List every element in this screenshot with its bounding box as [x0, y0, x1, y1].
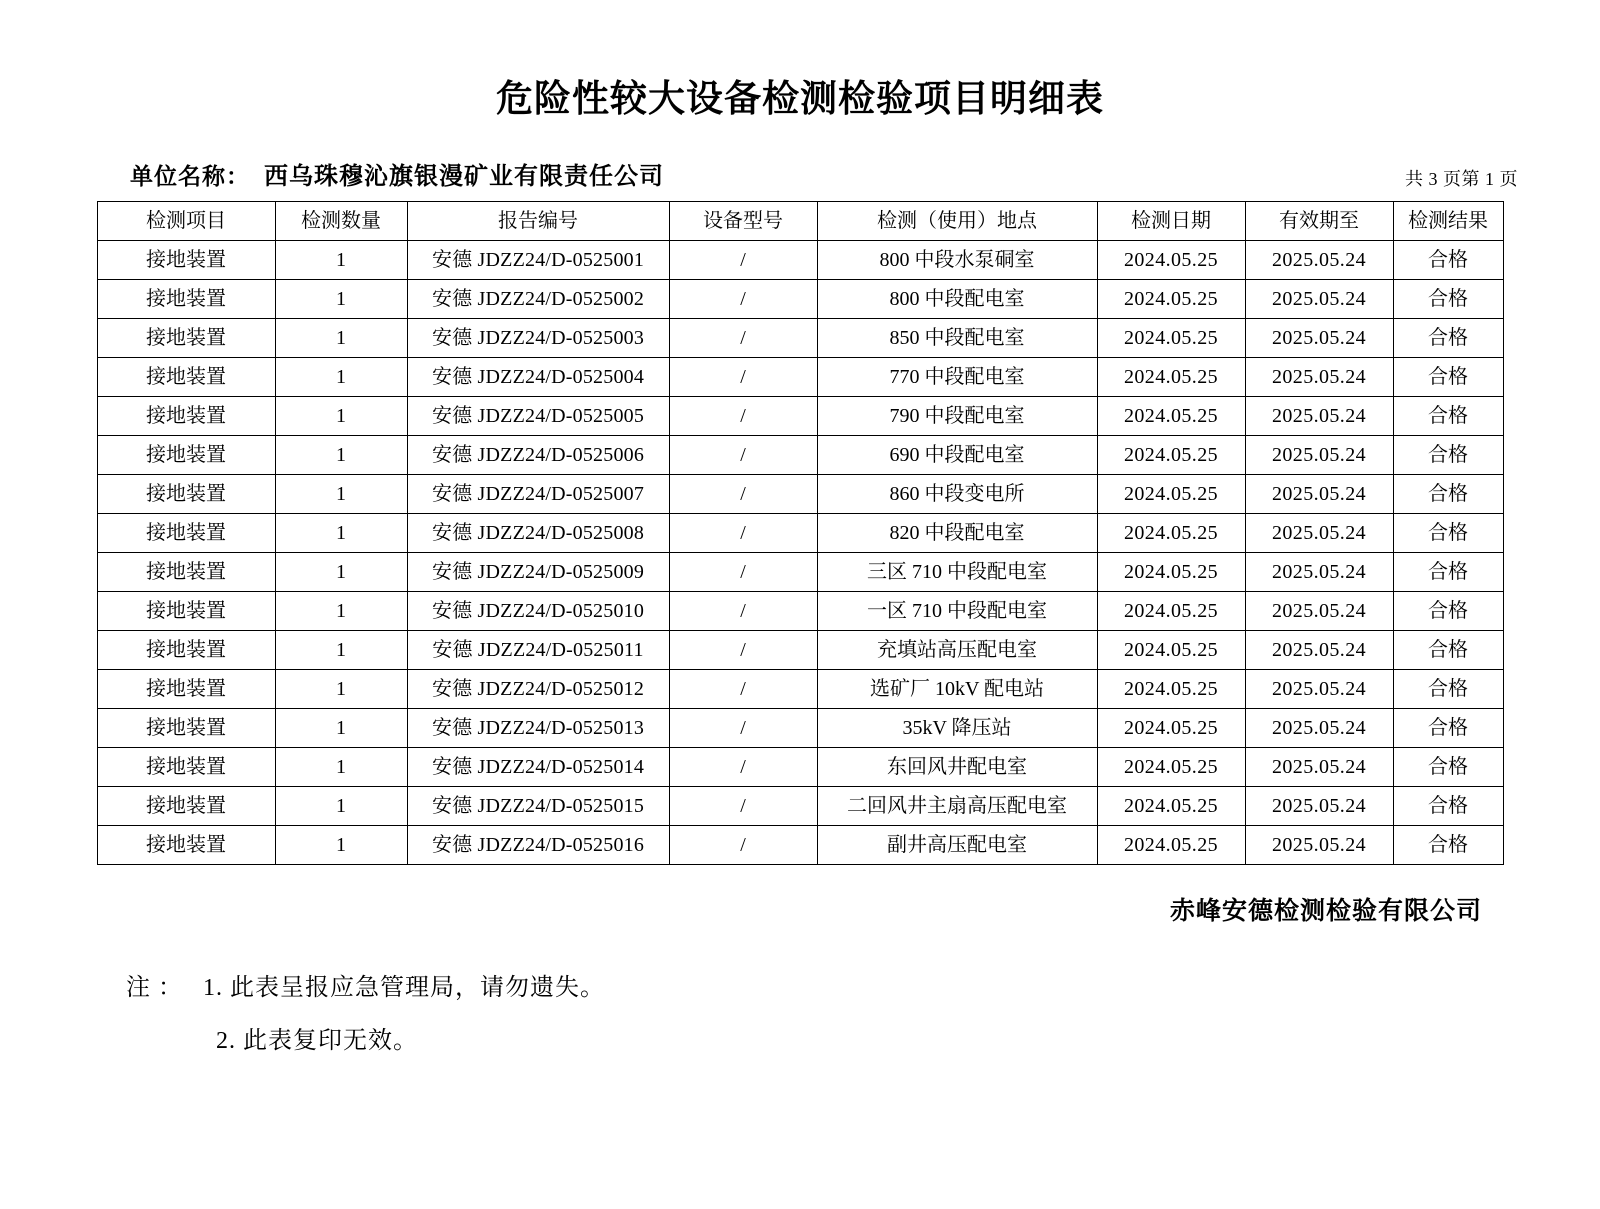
cell-report-no: 安德 JDZZ24/D-0525001	[407, 241, 669, 280]
column-header-location: 检测（使用）地点	[817, 202, 1097, 241]
column-header-test-date: 检测日期	[1097, 202, 1245, 241]
cell-location: 690 中段配电室	[817, 436, 1097, 475]
cell-quantity: 1	[275, 787, 407, 826]
cell-item: 接地装置	[97, 826, 275, 865]
cell-item: 接地装置	[97, 475, 275, 514]
table-row	[97, 436, 1503, 475]
cell-model: /	[669, 709, 817, 748]
cell-model: /	[669, 319, 817, 358]
cell-item: 接地装置	[97, 748, 275, 787]
cell-location: 一区 710 中段配电室	[817, 592, 1097, 631]
cell-test-date: 2024.05.25	[1097, 787, 1245, 826]
cell-valid-until: 2025.05.24	[1245, 514, 1393, 553]
company-signature: 赤峰安德检测检验有限公司	[1169, 898, 1482, 926]
cell-valid-until: 2025.05.24	[1245, 748, 1393, 787]
table-row	[97, 319, 1503, 358]
cell-item: 接地装置	[97, 514, 275, 553]
cell-result: 合格	[1393, 358, 1503, 397]
cell-location: 800 中段配电室	[817, 280, 1097, 319]
table-row	[97, 631, 1503, 670]
cell-item: 接地装置	[97, 319, 275, 358]
cell-item: 接地装置	[97, 280, 275, 319]
cell-test-date: 2024.05.25	[1097, 397, 1245, 436]
cell-item: 接地装置	[97, 787, 275, 826]
column-header-model: 设备型号	[669, 202, 817, 241]
cell-valid-until: 2025.05.24	[1245, 592, 1393, 631]
cell-quantity: 1	[275, 436, 407, 475]
cell-valid-until: 2025.05.24	[1245, 358, 1393, 397]
cell-result: 合格	[1393, 475, 1503, 514]
cell-report-no: 安德 JDZZ24/D-0525005	[407, 397, 669, 436]
cell-model: /	[669, 631, 817, 670]
cell-valid-until: 2025.05.24	[1245, 475, 1393, 514]
cell-report-no: 安德 JDZZ24/D-0525012	[407, 670, 669, 709]
unit-name-block	[130, 156, 664, 191]
cell-test-date: 2024.05.25	[1097, 241, 1245, 280]
cell-test-date: 2024.05.25	[1097, 709, 1245, 748]
cell-test-date: 2024.05.25	[1097, 748, 1245, 787]
page-title: 危险性较大设备检测检验项目明细表	[496, 79, 1104, 120]
document-page	[0, 78, 1600, 1209]
cell-model: /	[669, 787, 817, 826]
cell-model: /	[669, 358, 817, 397]
cell-quantity: 1	[275, 514, 407, 553]
cell-result: 合格	[1393, 553, 1503, 592]
cell-quantity: 1	[275, 553, 407, 592]
cell-model: /	[669, 280, 817, 319]
cell-quantity: 1	[275, 826, 407, 865]
notes-section	[72, 967, 1528, 1055]
table-row	[97, 475, 1503, 514]
cell-report-no: 安德 JDZZ24/D-0525003	[407, 319, 669, 358]
cell-result: 合格	[1393, 436, 1503, 475]
cell-valid-until: 2025.05.24	[1245, 670, 1393, 709]
note-line-1	[126, 967, 1528, 1002]
cell-model: /	[669, 514, 817, 553]
column-header-item: 检测项目	[97, 202, 275, 241]
cell-quantity: 1	[275, 670, 407, 709]
table-row	[97, 553, 1503, 592]
cell-result: 合格	[1393, 748, 1503, 787]
cell-valid-until: 2025.05.24	[1245, 397, 1393, 436]
cell-valid-until: 2025.05.24	[1245, 826, 1393, 865]
cell-valid-until: 2025.05.24	[1245, 787, 1393, 826]
cell-location: 860 中段变电所	[817, 475, 1097, 514]
cell-result: 合格	[1393, 631, 1503, 670]
table-row	[97, 280, 1503, 319]
column-header-quantity: 检测数量	[275, 202, 407, 241]
column-header-report-no: 报告编号	[407, 202, 669, 241]
column-header-valid-until: 有效期至	[1245, 202, 1393, 241]
cell-test-date: 2024.05.25	[1097, 514, 1245, 553]
table-row	[97, 241, 1503, 280]
document-meta-row	[72, 156, 1528, 191]
table-row	[97, 397, 1503, 436]
cell-report-no: 安德 JDZZ24/D-0525015	[407, 787, 669, 826]
cell-test-date: 2024.05.25	[1097, 670, 1245, 709]
cell-model: /	[669, 397, 817, 436]
cell-report-no: 安德 JDZZ24/D-0525007	[407, 475, 669, 514]
cell-test-date: 2024.05.25	[1097, 826, 1245, 865]
note-text-1: 1. 此表呈报应急管理局，请勿遗失。	[203, 975, 605, 1002]
note-text-2: 2. 此表复印无效。	[216, 1028, 418, 1055]
cell-valid-until: 2025.05.24	[1245, 553, 1393, 592]
cell-result: 合格	[1393, 319, 1503, 358]
cell-location: 选矿厂 10kV 配电站	[817, 670, 1097, 709]
table-row	[97, 826, 1503, 865]
cell-location: 800 中段水泵硐室	[817, 241, 1097, 280]
cell-location: 850 中段配电室	[817, 319, 1097, 358]
unit-name-label: 单位名称：	[130, 164, 250, 190]
table-row	[97, 514, 1503, 553]
cell-result: 合格	[1393, 592, 1503, 631]
cell-quantity: 1	[275, 319, 407, 358]
cell-item: 接地装置	[97, 553, 275, 592]
cell-item: 接地装置	[97, 709, 275, 748]
cell-result: 合格	[1393, 241, 1503, 280]
cell-report-no: 安德 JDZZ24/D-0525002	[407, 280, 669, 319]
cell-model: /	[669, 826, 817, 865]
cell-quantity: 1	[275, 280, 407, 319]
cell-test-date: 2024.05.25	[1097, 631, 1245, 670]
cell-test-date: 2024.05.25	[1097, 475, 1245, 514]
cell-quantity: 1	[275, 358, 407, 397]
cell-valid-until: 2025.05.24	[1245, 709, 1393, 748]
cell-location: 二回风井主扇高压配电室	[817, 787, 1097, 826]
cell-location: 820 中段配电室	[817, 514, 1097, 553]
cell-quantity: 1	[275, 631, 407, 670]
cell-item: 接地装置	[97, 436, 275, 475]
cell-report-no: 安德 JDZZ24/D-0525008	[407, 514, 669, 553]
cell-item: 接地装置	[97, 631, 275, 670]
cell-test-date: 2024.05.25	[1097, 280, 1245, 319]
cell-valid-until: 2025.05.24	[1245, 241, 1393, 280]
cell-item: 接地装置	[97, 670, 275, 709]
cell-location: 35kV 降压站	[817, 709, 1097, 748]
column-header-result: 检测结果	[1393, 202, 1503, 241]
cell-location: 副井高压配电室	[817, 826, 1097, 865]
cell-result: 合格	[1393, 670, 1503, 709]
cell-quantity: 1	[275, 748, 407, 787]
cell-result: 合格	[1393, 397, 1503, 436]
cell-model: /	[669, 553, 817, 592]
table-row	[97, 709, 1503, 748]
cell-location: 770 中段配电室	[817, 358, 1097, 397]
table-header-row	[97, 202, 1503, 241]
cell-quantity: 1	[275, 241, 407, 280]
table-row	[97, 787, 1503, 826]
cell-report-no: 安德 JDZZ24/D-0525011	[407, 631, 669, 670]
cell-model: /	[669, 241, 817, 280]
cell-test-date: 2024.05.25	[1097, 358, 1245, 397]
cell-item: 接地装置	[97, 397, 275, 436]
cell-model: /	[669, 670, 817, 709]
cell-quantity: 1	[275, 709, 407, 748]
cell-model: /	[669, 436, 817, 475]
cell-test-date: 2024.05.25	[1097, 592, 1245, 631]
cell-result: 合格	[1393, 280, 1503, 319]
cell-result: 合格	[1393, 709, 1503, 748]
cell-test-date: 2024.05.25	[1097, 553, 1245, 592]
unit-name-value: 西乌珠穆沁旗银漫矿业有限责任公司	[264, 164, 664, 191]
cell-model: /	[669, 748, 817, 787]
cell-report-no: 安德 JDZZ24/D-0525004	[407, 358, 669, 397]
cell-quantity: 1	[275, 397, 407, 436]
table-row	[97, 670, 1503, 709]
cell-item: 接地装置	[97, 358, 275, 397]
cell-test-date: 2024.05.25	[1097, 436, 1245, 475]
cell-valid-until: 2025.05.24	[1245, 631, 1393, 670]
cell-test-date: 2024.05.25	[1097, 319, 1245, 358]
table-row	[97, 358, 1503, 397]
cell-valid-until: 2025.05.24	[1245, 280, 1393, 319]
cell-location: 三区 710 中段配电室	[817, 553, 1097, 592]
cell-report-no: 安德 JDZZ24/D-0525010	[407, 592, 669, 631]
cell-result: 合格	[1393, 514, 1503, 553]
cell-location: 东回风井配电室	[817, 748, 1097, 787]
notes-label: 注 ：	[126, 975, 183, 1002]
cell-item: 接地装置	[97, 592, 275, 631]
cell-item: 接地装置	[97, 241, 275, 280]
cell-location: 790 中段配电室	[817, 397, 1097, 436]
cell-report-no: 安德 JDZZ24/D-0525016	[407, 826, 669, 865]
cell-report-no: 安德 JDZZ24/D-0525006	[407, 436, 669, 475]
cell-location: 充填站高压配电室	[817, 631, 1097, 670]
cell-quantity: 1	[275, 592, 407, 631]
cell-result: 合格	[1393, 787, 1503, 826]
inspection-table	[97, 201, 1504, 865]
table-row	[97, 592, 1503, 631]
cell-model: /	[669, 592, 817, 631]
cell-valid-until: 2025.05.24	[1245, 436, 1393, 475]
page-indicator: 共 3 页第 1 页	[1405, 169, 1518, 190]
table-row	[97, 748, 1503, 787]
cell-report-no: 安德 JDZZ24/D-0525013	[407, 709, 669, 748]
cell-report-no: 安德 JDZZ24/D-0525009	[407, 553, 669, 592]
cell-valid-until: 2025.05.24	[1245, 319, 1393, 358]
cell-quantity: 1	[275, 475, 407, 514]
cell-result: 合格	[1393, 826, 1503, 865]
cell-report-no: 安德 JDZZ24/D-0525014	[407, 748, 669, 787]
cell-model: /	[669, 475, 817, 514]
